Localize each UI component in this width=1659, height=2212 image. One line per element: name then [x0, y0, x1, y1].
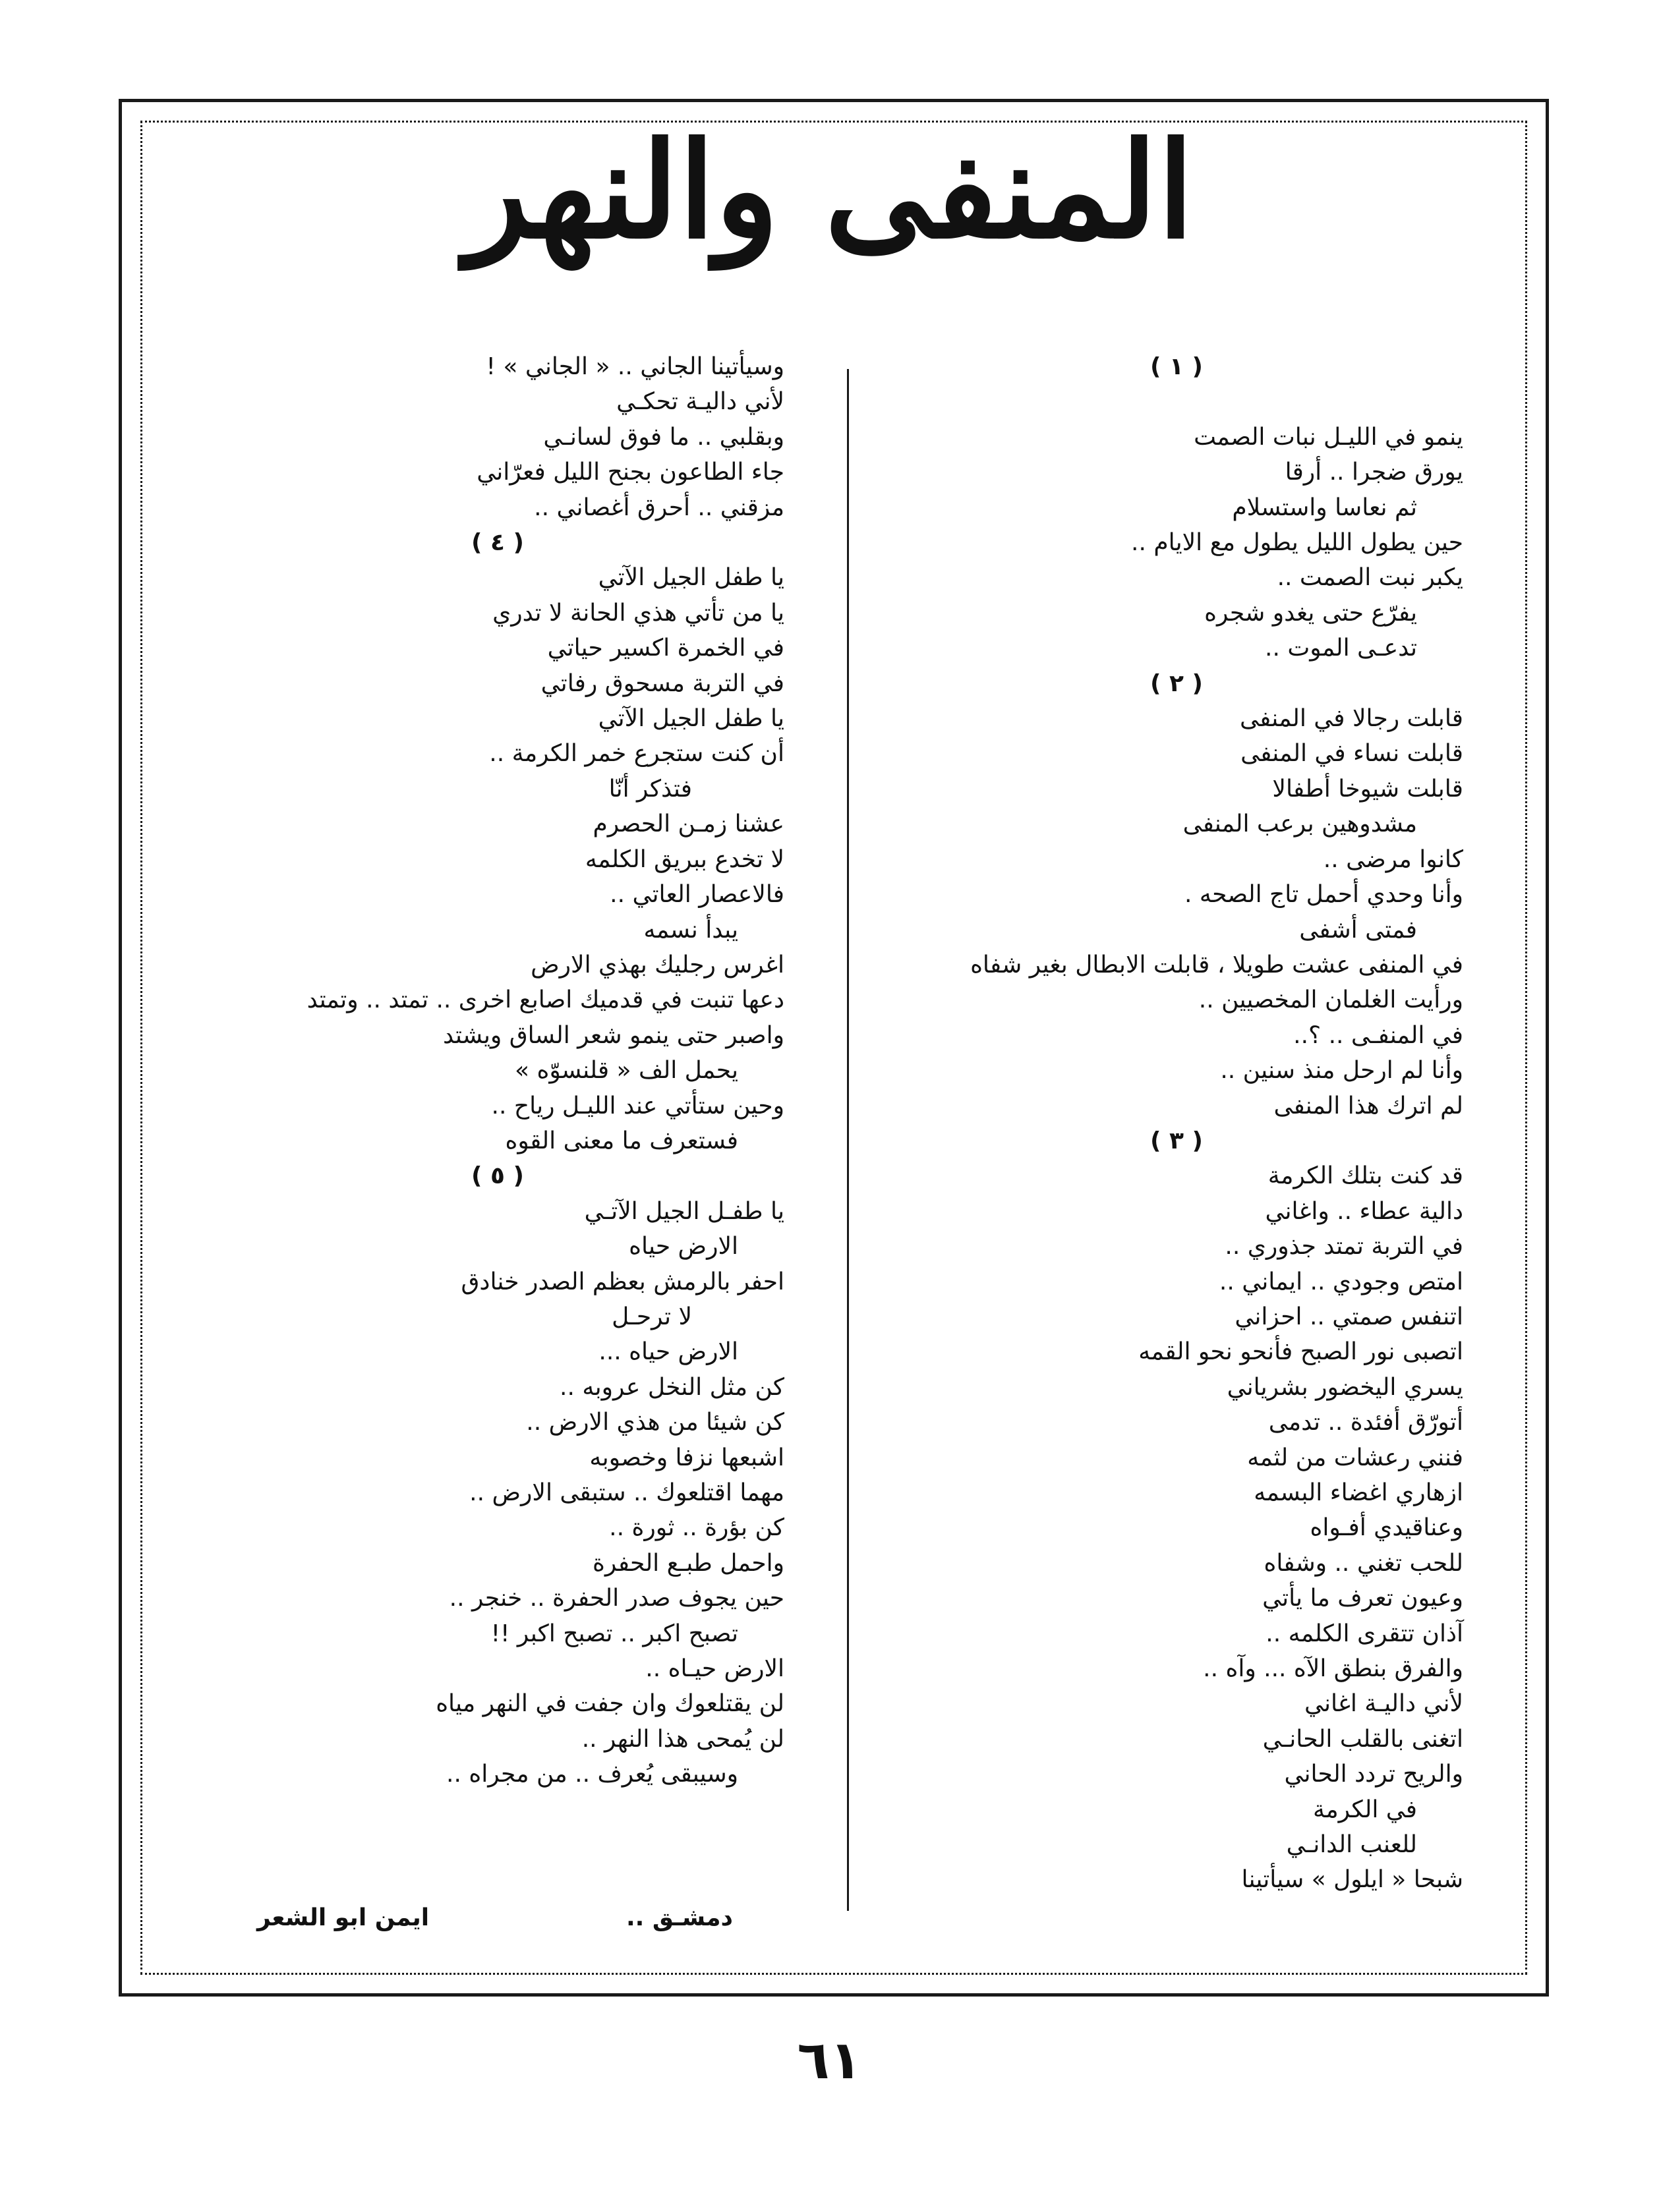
poem-title: المنفى والنهر	[465, 113, 1194, 268]
poem-line: في الكرمة	[1313, 1796, 1417, 1823]
poem-line: وحين ستأتي عند الليـل رياح ..	[491, 1092, 784, 1120]
poem-line: في المنفى عشت طويلا ، قابلت الابطال بغير شفاه	[970, 951, 1463, 978]
poem-line: يبدأ نسمه	[643, 916, 738, 944]
poem-line: اتنفس صمتي .. احزاني	[1235, 1303, 1463, 1330]
poem-line: الارض حياه	[629, 1233, 738, 1261]
poem-line: جاء الطاعون بجنح الليل فعرّاني	[477, 459, 784, 486]
poem-line: ينمو في الليـل نبات الصمت	[1194, 423, 1463, 451]
poem-line: يا طفل الجيل الآتي	[598, 705, 784, 733]
poem-line: تدعـى الموت ..	[1265, 635, 1417, 662]
poem-line: لن يُمحى هذا النهر ..	[581, 1725, 784, 1753]
poem-line: أن كنت ستجرع خمر الكرمة ..	[489, 740, 784, 768]
poem-line: يسري اليخضور بشرياني	[1227, 1373, 1463, 1401]
poem-line: قابلت نساء في المنفى	[1240, 740, 1463, 768]
poem-line: فالاعصار العاتي ..	[610, 881, 784, 909]
poem-line: قد كنت بتلك الكرمة	[1267, 1162, 1463, 1190]
poem-line: وسيأتينا الجاني .. « الجاني » !	[486, 353, 784, 380]
poem-line: الارض حيـاه ..	[645, 1655, 784, 1683]
poem-line	[890, 384, 1463, 419]
poem-line: في التربة مسحوق رفاتي	[540, 669, 784, 697]
poem-line: الارض حياه ...	[598, 1338, 738, 1366]
page-number: ٦١	[797, 2029, 862, 2091]
poem-line: وعيون تعرف ما يأتي	[1262, 1585, 1463, 1612]
poem-line: احفر بالرمش بعظم الصدر خنادق	[461, 1268, 784, 1295]
poem-line: مشدوهين برعب المنفى	[1182, 810, 1417, 838]
poem-line: أتورّق أفئدة .. تدمى	[1268, 1409, 1463, 1436]
poem-line: وأنا وحدي أحمل تاج الصحه .	[1184, 881, 1463, 909]
poem-line: وسيبقى يُعرف .. من مجراه ..	[446, 1761, 738, 1788]
poem-line: وبقلبي .. ما فوق لسانـي	[543, 423, 784, 451]
signature-author: ايمن ابو الشعر	[257, 1904, 430, 1931]
poem-line: دعها تنبت في قدميك اصابع اخرى .. تمتد .. وتمتد	[306, 986, 784, 1014]
poem-line: يكبر نبت الصمت ..	[1277, 564, 1463, 592]
poem-line: اغرس رجليك بهذي الارض	[531, 951, 784, 978]
poem-line: اتغنى بالقلب الحانـي	[1262, 1725, 1463, 1753]
poem-line: ازهاري اغضاء البسمه	[1254, 1479, 1463, 1506]
poem-line: حين يطول الليل يطول مع الايام ..	[1131, 529, 1463, 557]
poem-line: اتصبى نور الصبح فأنحو نحو القمه	[1138, 1338, 1463, 1366]
poem-line: في المنفـى .. ؟..	[1293, 1021, 1463, 1049]
signature-place: دمشـق ..	[626, 1904, 734, 1931]
poem-line: يا طفـل الجيل الآتـي	[584, 1197, 784, 1225]
section-number: ( ٣ )	[1150, 1127, 1203, 1154]
poem-line: للحب تغني .. وشفاه	[1264, 1549, 1463, 1577]
poem-column-right	[890, 349, 1463, 1944]
poem-line: مزقني .. أحرق أغصاني ..	[534, 494, 784, 521]
poem-line: دالية عطاء .. واغاني	[1265, 1197, 1463, 1225]
section-number: ( ١ )	[1150, 353, 1203, 380]
poem-line: في التربة تمتد جذوري ..	[1225, 1233, 1463, 1261]
poem-line: ورأيت الغلمان المخصيين ..	[1198, 986, 1463, 1014]
poem-line: لم اترك هذا المنفى	[1273, 1092, 1463, 1120]
poem-column-left	[211, 349, 784, 1944]
poem-line: فستعرف ما معنى القوه	[505, 1127, 738, 1154]
poem-line: كن مثل النخل عروبه ..	[560, 1373, 784, 1401]
poem-line: يفرّع حتى يغدو شجره	[1204, 599, 1417, 627]
poem-line: فنني رعشات من لثمه	[1247, 1444, 1463, 1471]
poem-line: واحمل طبـع الحفرة	[593, 1549, 784, 1577]
poem-line: فتذكر أنّا	[608, 775, 692, 803]
poem-line: يورق ضجرا .. أرقا	[1285, 459, 1463, 486]
poem-line: والفرق بنطق الآه ... وآه ..	[1203, 1655, 1463, 1683]
poem-line: يا طفل الجيل الآتي	[598, 564, 784, 592]
poem-line: واصبر حتى ينمو شعر الساق ويشتد	[443, 1021, 784, 1049]
poem-line: اشبعها نزفا وخصوبه	[589, 1444, 784, 1471]
poem-line: مهما اقتلعوك .. ستبقى الارض ..	[469, 1479, 784, 1506]
poem-line: لأني داليـة اغاني	[1304, 1690, 1463, 1718]
poem-line: آذان تتقرى الكلمه ..	[1266, 1620, 1463, 1647]
poem-line: قابلت شيوخا أطفالا	[1272, 775, 1463, 803]
poem-line: للعنب الدانـي	[1286, 1831, 1417, 1859]
poem-line: لن يقتلعوك وان جفت في النهر مياه	[436, 1690, 784, 1718]
poem-line: وأنا لم ارحل منذ سنين ..	[1220, 1057, 1463, 1085]
poem-line: عشنا زمـن الحصرم	[593, 810, 784, 838]
poem-line: والريح تردد الحاني	[1284, 1761, 1463, 1788]
section-number: ( ٥ )	[471, 1162, 524, 1190]
section-number: ( ٢ )	[1150, 669, 1203, 697]
poem-line: ثم نعاسا واستسلام	[1232, 494, 1417, 521]
poem-line: تصبح اكبر .. تصبح اكبر !!	[490, 1620, 738, 1647]
poem-line: في الخمرة اكسير حياتي	[547, 635, 784, 662]
poem-line: كن شيئا من هذي الارض ..	[526, 1409, 784, 1436]
poem-line: حين يجوف صدر الحفرة .. خنجر ..	[449, 1585, 784, 1612]
poem-line: كانوا مرضى ..	[1323, 845, 1463, 873]
column-divider	[847, 369, 849, 1911]
poem-line: وعناقيدي أفـواه	[1310, 1514, 1463, 1542]
poem-line: كن بؤرة .. ثورة ..	[609, 1514, 784, 1542]
poem-line: قابلت رجالا في المنفى	[1239, 705, 1463, 733]
poem-line: فمتى أشفى	[1299, 916, 1417, 944]
poem-line: يا من تأتي هذي الحانة لا تدري	[492, 599, 784, 627]
poem-line: لأني داليـة تحكـي	[616, 388, 784, 416]
poem-line: شبحا « ايلول » سيأتينا	[1241, 1866, 1463, 1894]
poem-line: يحمل الف « قلنسوّه »	[515, 1057, 738, 1085]
poem-line: لا ترحـل	[612, 1303, 692, 1330]
poem-line: امتص وجودي .. ايماني ..	[1219, 1268, 1463, 1295]
section-number: ( ٤ )	[471, 529, 524, 557]
poem-line: لا تخدع ببريق الكلمه	[585, 845, 784, 873]
